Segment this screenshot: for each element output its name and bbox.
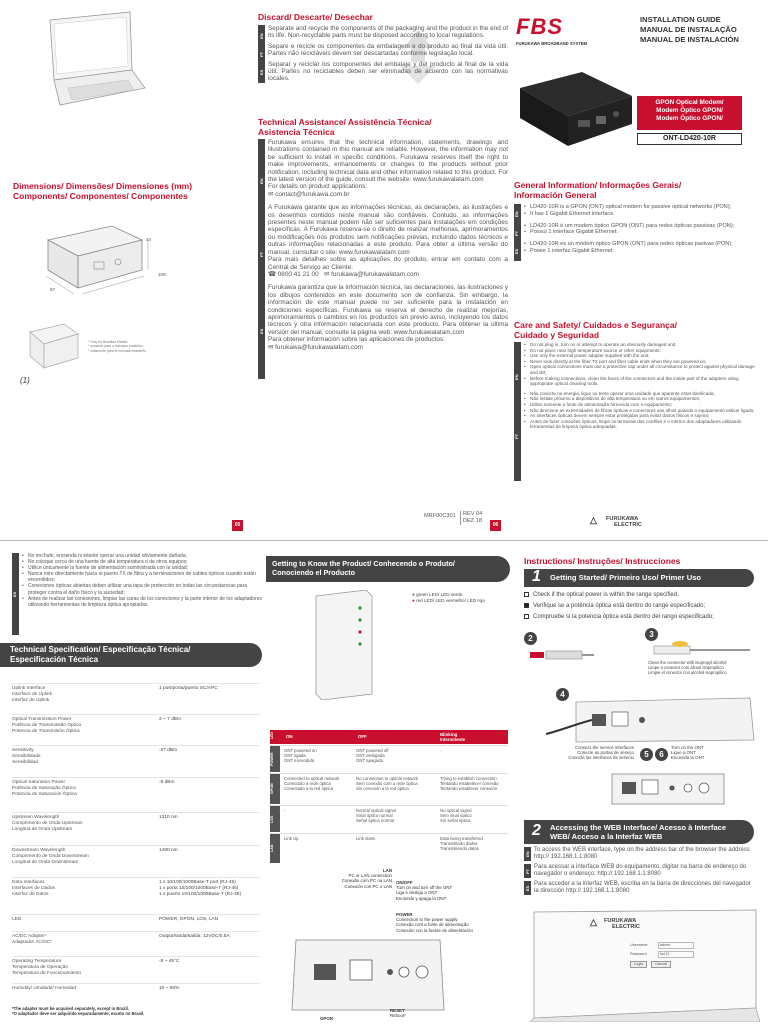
spec-value: -6 dBm [159, 780, 175, 785]
general-item: • Posee 1 interfaz Gigabit Ethernet. [524, 248, 754, 255]
care-title-line: Care and Safety/ Cuidados e Segurança/ [514, 320, 677, 330]
spec-label: Humidity/ Umidade/ Humedad [12, 986, 76, 991]
care-item: • Não instale próximo a dispositivos de alta temperatura ou em outros equipamentos; [524, 396, 756, 402]
spec-value: POWER, GPON, LOS, LAN [159, 917, 219, 922]
step-5-circle: 5 [640, 748, 653, 761]
discard-es [258, 61, 508, 83]
furukawa-logo-text: FURUKAWA [604, 918, 637, 924]
step-4-circle: 4 [556, 688, 569, 701]
electric-logo-text: ELECTRIC [612, 924, 640, 930]
product-name-box [637, 96, 742, 130]
spec-row [12, 812, 260, 838]
furukawa-logo-text: FURUKAWA [606, 516, 639, 522]
cancel-button[interactable]: Cancel [651, 961, 671, 968]
product-model: ONT-LD420-10R [637, 133, 742, 145]
assistance-es-contact: ✉ furukawa@furukawalatam.com [268, 343, 363, 351]
assistance-en-text: Furukawa ensures that the technical information, statements, drawings and illustrations contained in this manual are reliable. However, the information may not be sufficient to install in specific conditions. Furukawa reserves itself the right to make improvements, enhancements or changes to the products without prior notification, including technical data and other information related to this product. For the latest version of the guide, consult the website: www.furukawalatam.com [268, 139, 508, 184]
fbs-logo [516, 14, 616, 50]
guide-title-line: MANUAL DE INSTALAÇÃO [640, 25, 737, 34]
led-row [270, 833, 508, 863]
led-row [270, 773, 508, 804]
step2-number: 2 [532, 822, 541, 839]
general-en [514, 204, 754, 218]
fbs-tagline: FURUKAWA BROADBAND SYSTEM [516, 41, 588, 46]
lang-tag: EN [514, 342, 521, 412]
assistance-title-line: Technical Assistance/ Assistência Técnica/ [258, 117, 432, 127]
led-table-header [270, 730, 508, 744]
care-item: • As interfaces ópticas devem sempre estar protegidas para evitar danos físicos e sujeira; [524, 413, 756, 419]
general-item: • It has 1 Gigabit Ethernet interface. [524, 211, 754, 218]
spec-row [12, 745, 260, 771]
instructions-title: Instructions/ Instruções/ Instrucciones [524, 556, 681, 566]
spec-title-bar [0, 643, 262, 667]
off-state: Normal optical signal Sinal óptico normal Señal óptica normal [356, 808, 396, 824]
label-reset [390, 1008, 406, 1018]
note-line: * somente para o mercado brasileiro [88, 344, 143, 349]
assistance-pt-contact: ☎ 0800 41 21 00 ✉ furukawa@furukawalatam.com [268, 270, 419, 278]
lang-tag: ES [12, 553, 19, 635]
furukawa-logo-icon: △ [590, 515, 597, 525]
assistance-title-line: Asistencia Técnica [258, 127, 335, 137]
password-input[interactable]: furi12 [658, 951, 694, 958]
footnote-line: *The adapter must be acquired separately, except in Brazil. [12, 1006, 129, 1011]
guide-titles [640, 15, 739, 45]
spec-label: Uplink Interface Interface de Uplink Interfaz de Uplink [12, 686, 52, 703]
care-item: • Antes de fazer conexões ópticas, limpe os terminais dos cordões e o interior dos adaptadores utilizando ferramentas de limpeza óptica adequadas. [524, 419, 756, 430]
adapter-notes [88, 340, 146, 353]
know-title: Getting to Know the Product/ Conhecendo o Produto/ Conociendo el Producto [272, 559, 455, 577]
spec-label: Downstream Wavelength Comprimento de Onda Downstream Longitud de Onda Downstream [12, 848, 89, 865]
front-device-drawing [310, 590, 390, 700]
spec-row [12, 683, 260, 709]
port-name: LAN [382, 868, 392, 873]
login-form [630, 942, 694, 968]
doc-rev [460, 511, 482, 525]
furukawa-logo-icon: △ [590, 917, 597, 927]
page-number-5: 05 [232, 520, 243, 531]
general-title [514, 180, 681, 200]
step2-text: To access the WEB interface, type on the address bar of the browser the address http:// 192.168.1.1:8080 [534, 847, 750, 860]
guide-title-line: MANUAL DE INSTALACIÓN [640, 35, 739, 44]
spec-label: LED [12, 917, 22, 922]
care-item: • Nunca mire directamente hacia el puerto TX de fibra y a terminaciones de cables ópticos cuando están encendidos; [22, 571, 262, 583]
port-name: ON/OFF [396, 880, 413, 885]
blink-state: Trying to establish connection Tentando estabelecer conexão Tentando establecer conexión [440, 776, 499, 792]
login-button[interactable]: Login [630, 961, 647, 968]
led-row [270, 805, 508, 832]
modem-dimension-drawing [20, 210, 170, 300]
led-legend-red [412, 598, 485, 604]
spec-label: AC/DC Adapter* Adaptador AC/DC* [12, 934, 52, 945]
assistance-es-text: Furukawa garantiza que la información técnica, las declaraciones, las ilustraciones y los dibujos contenidos en este documento son de confianza. Sin embargo, la información de este manual puede no ser suficiente para la instalación en condiciones específicas. Furukawa se reserva el derecho de realizar mejorías, aprimoramientos o cambios en los productos sin previo aviso, incluyendo los datos técnicos y otra información relacionada con este producto. Para obtener la última versión del manual, consulte la página web: www.furukawalatam.com [268, 284, 508, 336]
care-item: • Do not place near high temperature source or other equipments; [524, 348, 756, 354]
spec-value: -5 ~ 45°C [159, 959, 180, 964]
assistance-blocks [258, 139, 508, 351]
checkbox-icon [524, 614, 529, 619]
checkbox-icon [524, 592, 529, 597]
led-name: LOS [270, 806, 280, 832]
discard-list [258, 25, 508, 83]
led-name: POWER [270, 746, 280, 772]
step2-label: Accessing the WEB Interface/ Acesso à Interface WEB/ Acceso a la Interfaz WEB [550, 823, 727, 841]
turnon-note: Turn on the ONT Ligue a ONT Encienda la ONT [671, 745, 705, 761]
lang-tag: EN [514, 204, 521, 224]
col-on: ON [286, 734, 293, 739]
general-item: • LD420-10R é um modem óptico GPON (ONT) para redes ópticas passivas (PON); [524, 223, 754, 230]
port-desc: Reboot* [390, 1013, 406, 1019]
username-label: Username [630, 943, 648, 947]
label-power [396, 912, 473, 933]
col-off: OFF [358, 734, 367, 739]
login-pass-row [630, 951, 694, 958]
led-name: GPON [270, 774, 280, 804]
discard-en [258, 25, 508, 40]
led-name: LAN [270, 834, 280, 863]
off-state: ONT powered off ONT desligada ONT apagada [356, 748, 389, 764]
spec-value: -27 dBm [159, 748, 178, 753]
port-name: POWER [396, 912, 413, 917]
care-item: • Não conecte na energia, ligue ou tente operar uma unidade que aparente estar danificada; [524, 391, 756, 397]
checkbox-icon [524, 603, 529, 608]
step-3-circle: 3 [645, 628, 658, 641]
spec-label: Sensitivity Sensibilidade Sensibilidad [12, 748, 41, 765]
general-item: • LD420-10R es un módem óptico GPON (ONT) para redes ópticas pasivas (PON); [524, 241, 754, 248]
page-number-6: 06 [490, 520, 501, 531]
lang-tag: EN [524, 847, 531, 861]
product-photo [512, 62, 636, 152]
discard-pt [258, 43, 508, 58]
lang-tag: EN [258, 139, 265, 224]
spec-label: Optical Transmission Power Potência de Transmissão Óptica Potencia de Transmisión Óptica [12, 717, 82, 734]
lang-tag: ES [258, 284, 265, 379]
spec-title-line: Especificación Técnica [10, 655, 99, 664]
check-en [524, 592, 679, 599]
back-device-drawing [290, 930, 450, 1020]
discard-en-text: Separate and recycle the components of the packaging and the product in the end of its life. Non-recyclable parts must be disposed according to local regulations. [268, 25, 508, 40]
know-title-bar [266, 556, 510, 582]
contact-email[interactable]: furukawa@furukawalatam.com [331, 270, 419, 278]
username-input[interactable]: admin [658, 942, 694, 949]
step2-es [524, 881, 754, 895]
port-name: RESET [390, 1008, 405, 1013]
step-2-circle: 2 [524, 632, 537, 645]
assistance-en-more: For details on product applications: [268, 183, 368, 191]
phone-number[interactable]: 0800 41 21 00 [277, 270, 319, 278]
step-6-circle: 6 [655, 748, 668, 761]
lang-tag: EN [258, 25, 265, 47]
spec-title-line: Technical Specification/ Especificação Técnica/ [10, 645, 191, 654]
care-es [12, 553, 262, 608]
clean-note: Clean the connector with isopropyl alcohol Limpe o conector com álcool isopropílico Limpie el conector con alcohol isopropílico [648, 660, 727, 675]
login-user-row [630, 942, 694, 949]
step2-lines [524, 847, 754, 895]
care-list [514, 342, 756, 439]
led-row [270, 745, 508, 772]
legend-label: green LED/ LED verde [416, 592, 463, 597]
assistance-es [258, 284, 508, 351]
furukawa-logo-top [590, 515, 642, 528]
care-title-line: Cuidado y Seguridad [514, 330, 600, 340]
spec-footnote [12, 1006, 144, 1016]
connect-note: Connect the service interfaces Conecte as portas de serviço Conecte las interfaces de servicio [568, 745, 634, 761]
spec-value: 1 x 10/100/1000Base-T port (RJ-45) 1 x porta 10/100/1000Base-T (RJ-45) 1 x puerto 10/100/1000Base-T (RJ-45) [159, 880, 242, 897]
spec-row [12, 931, 260, 957]
power-adapter-drawing [24, 318, 84, 373]
check-text: Compruebe si la potencia óptica está dentro del rango especificado; [533, 614, 714, 621]
spec-row [12, 877, 260, 903]
laptop-illustration [20, 10, 150, 115]
password-label: Password [630, 952, 647, 956]
product-name-line: Modem Óptico GPON/ [656, 115, 723, 122]
components-title-line: Components/ Componentes/ Componentes [13, 191, 188, 201]
care-item: • Utilize somente a fonte de alimentação fornecida com o equipamento; [524, 402, 756, 408]
spec-label: Upstream Wavelength Comprimento de Onda Upstream Longitud de Onda Upstream [12, 815, 83, 832]
col-led: LED [270, 732, 274, 740]
assistance-en-contact: ✉ contact@furukawa.com.br [268, 190, 350, 198]
spec-value: 1490 nm [159, 848, 178, 853]
on-state: Connected to optical network Conectado à rede óptica Conectado a la red óptica [284, 776, 340, 792]
general-item: • Possui 1 interface Gigabit Ethernet. [524, 229, 754, 236]
login-buttons [630, 961, 694, 968]
spec-value: 1310 nm [159, 815, 178, 820]
col-blink: Blinking Intermitente [440, 732, 466, 742]
check-text: Check if the optical power is within the range specified. [533, 592, 679, 599]
assistance-title [258, 117, 432, 137]
care-item: • Open optical connections must use a protective cap under all circumstance to protect against physical damage and dirt; [524, 364, 756, 375]
led-legend [412, 592, 485, 603]
care-title [514, 320, 677, 340]
contact-email[interactable]: contact@furukawa.com.br [275, 190, 350, 198]
step2-bar [524, 820, 754, 844]
port-desc: Connection to the power supply Conexão com a fonte de alimentação Conexión con la fuente de alimentación [396, 917, 473, 933]
step2-en [524, 847, 754, 861]
red-led-icon: ● [412, 597, 415, 603]
assistance-es-more: Para obtener información sobre las aplicaciones de productos: [268, 336, 445, 344]
spec-label: Optical Saturation Power Potência de Saturação Óptica Potencia de Saturación Óptica [12, 780, 77, 797]
electric-logo-text: ELECTRIC [614, 522, 642, 528]
care-es-block [12, 553, 262, 608]
green-led-icon: ● [412, 592, 415, 597]
spec-value: 10 ~ 90% [159, 986, 180, 991]
connector-cap-drawing [524, 646, 594, 664]
fold-divider [0, 540, 768, 541]
port-desc: PC or LAN connection Conexão com PC ou LAN Conexión con PC o LAN [341, 873, 392, 889]
assistance-pt-text: A Furukawa garante que as informações técnicas, as declarações, as ilustrações e os desenhos contidos neste manual são confiáveis. Contudo, as informações presentes neste manual podem não ser suficientes para instalações em condições específicas. A Furukawa reserva-se o direito de realizar melhorias, aprimoramentos ou modificações nos produtos sem notificações prévias, incluindo dados técnicos e outras informações relacionadas a este produto. Para obter a última versão do manual, consultar o site: www.furukawalatam.com [268, 204, 508, 256]
check-pt [524, 603, 705, 610]
spec-label: Data Interfaces Interfaces de Dados Interfaz de Datos [12, 880, 55, 897]
care-item: • Não direcione as extremidades de fibras ópticas e conectores aos olhos quando o equipamento estiver ligado; [524, 408, 756, 414]
legend-label: red LED/ LED vermelho/ LED rojo [416, 597, 485, 603]
care-item: • No enchufe, encienda ni intente operar una unidad obviamente dañada; [22, 553, 262, 559]
product-name-line: GPON Optical Modem/ [655, 99, 724, 106]
general-title-line: Información General [514, 190, 597, 200]
care-item: • No coloque cerca de una fuente de alta temperatura o de otros equipos; [22, 559, 262, 565]
care-item: • Conexiones ópticas abiertas deben utilizar una tapa de protección en todas las circunstancias para proteger contra el daño físico y la suciedad; [22, 583, 262, 595]
step1-number: 1 [532, 568, 541, 585]
note-line: * solamente para el mercado brasileño [88, 348, 147, 353]
spec-row [12, 956, 260, 982]
dimensions-title [13, 181, 243, 201]
fiber-connection-drawing [546, 694, 758, 746]
dimensions-title-line: Dimensions/ Dimensões/ Dimensiones (mm) [13, 181, 193, 191]
note-line: * Only for Brazilian Market [88, 340, 128, 344]
general-item: • LD420-10R is a GPON (ONT) optical modem for passive optical networks (PON); [524, 204, 754, 211]
footnote-line: *O adaptador deve ser adquirido separadamente, exceto no Brasil. [12, 1011, 145, 1016]
guide-title-line: INSTALLATION GUIDE [640, 15, 721, 24]
spec-value: 1 port/porta/puerto SC/APC [159, 686, 218, 691]
spec-label: Operating Temperature Temperatura de Operação Temperatura de Funcionamiento [12, 959, 82, 976]
on-state: ONT powered on ONT ligada ONT encendida [284, 748, 317, 764]
lang-tag: ES [514, 241, 521, 261]
on-state: Link Up [284, 836, 299, 841]
care-item: • Use only the external power adapter supplied with the unit; [524, 353, 756, 359]
spec-row [12, 714, 260, 740]
general-es [514, 241, 754, 255]
general-pt [514, 223, 754, 237]
lang-tag: PT [514, 391, 521, 481]
spec-row [12, 777, 260, 803]
figure-label: (1) [20, 376, 30, 385]
assistance-pt [258, 204, 508, 278]
lang-tag: PT [524, 864, 531, 878]
care-item: • Before making connections, clean the faces of the connectors and the inside part of the adapters using appropriate optical cleaning tools. [524, 376, 756, 387]
lang-tag: PT [258, 43, 265, 65]
step2-pt [524, 864, 754, 878]
step1-bar [524, 569, 754, 587]
cleaning-drawing [650, 640, 750, 660]
lang-tag: ES [258, 61, 265, 83]
off-state: No connection to optical network Sem conexão com a rede óptica Sin conexión a la red óptica [356, 776, 419, 792]
label-gpon: GPON [320, 1016, 333, 1021]
dim-width: 108 [158, 272, 166, 277]
dim-height: 34 [146, 237, 152, 242]
care-en [514, 342, 756, 387]
doc-date: DEZ 18 [463, 517, 482, 524]
general-list [514, 204, 754, 255]
discard-es-text: Separar y reciclar los componentes del embalaje y del producto al final de la vida útil. Partes no reciclables deben ser eliminadas de acuerdo con las normativas locales. [268, 60, 508, 83]
lang-tag: ES [524, 881, 531, 895]
general-title-line: General Information/ Informações Gerais/ [514, 180, 682, 190]
blink-state: Data being transferred Transmitindo dados Transmitiendo datos [440, 836, 483, 852]
discard-pt-text: Separe e recicle os componentes da embalagem e do produto ao final da vida útil. Partes não recicláveis devem ser descartadas conforme legislação local. [268, 42, 508, 58]
lang-tag: PT [514, 223, 521, 243]
care-pt [514, 390, 756, 439]
fbs-logo-text: FBS [516, 14, 563, 39]
product-name-line: Modem Óptico GPON/ [656, 107, 723, 114]
label-lan [300, 868, 392, 889]
spec-value: Output/saída/salida: 12VDC/0.5A [159, 934, 230, 939]
care-item: • Antes de realizar las conexiones, limpiar las caras de los conectores y la parte interior de los adaptadores utilizando herramientas de limpieza óptica apropiadas. [22, 596, 262, 608]
step1-label: Getting Started/ Primeiro Uso/ Primer Uso [550, 573, 702, 582]
lang-tag: PT [258, 204, 265, 304]
off-state: Link down [356, 836, 376, 841]
doc-rev-text: REV 04 [463, 511, 483, 517]
step2-text: Para acceder a la interfaz WEB, escriba en la barra de direcciones del navegador la dirección http:// 192.168.1.1:8080 [534, 881, 751, 894]
label-onoff [396, 880, 452, 901]
assistance-pt-more: Para mais detalhes sobre as aplicações do produto, entrar em contato com a Central de Serviço ao Cliente: [268, 256, 508, 271]
dim-depth: 87 [50, 287, 56, 292]
care-item: • Never look directly at the fiber TX port and fiber cable ends when they are powered on; [524, 359, 756, 365]
blink-state: - [440, 748, 442, 753]
discard-title: Discard/ Descarte/ Desechar [258, 12, 373, 22]
step2-text: Para acessar a interface WEB do equipamento, digitar na barra de endereço do navegador o endereço: http:// 192.168.1.1:8080 [534, 864, 747, 877]
on-state: - [284, 808, 286, 813]
assistance-en [258, 139, 508, 198]
contact-email[interactable]: furukawa@furukawalatam.com [275, 343, 363, 351]
care-item: • Utilice únicamente la fuente de alimentación suministrada con la unidad; [22, 565, 262, 571]
back-panel-drawing [608, 770, 728, 810]
check-text: Verifique se a potência óptica está dentro do range especificado; [533, 603, 706, 610]
spec-row [12, 845, 260, 871]
login-logo [590, 917, 640, 930]
check-es [524, 614, 714, 621]
doc-code: MRF00C301 [424, 513, 456, 519]
blink-state: No optical signal Sem sinal óptico Sin señal óptica [440, 808, 472, 824]
port-desc: Turn on and turn off the ONT Liga e desliga a ONT Enciende y apaga la ONT [396, 885, 453, 901]
care-item: • Do not plug in, turn on or attempt to operate an obviously damaged unit; [524, 342, 756, 348]
spec-value: 2 ~ 7 dBm [159, 717, 181, 722]
